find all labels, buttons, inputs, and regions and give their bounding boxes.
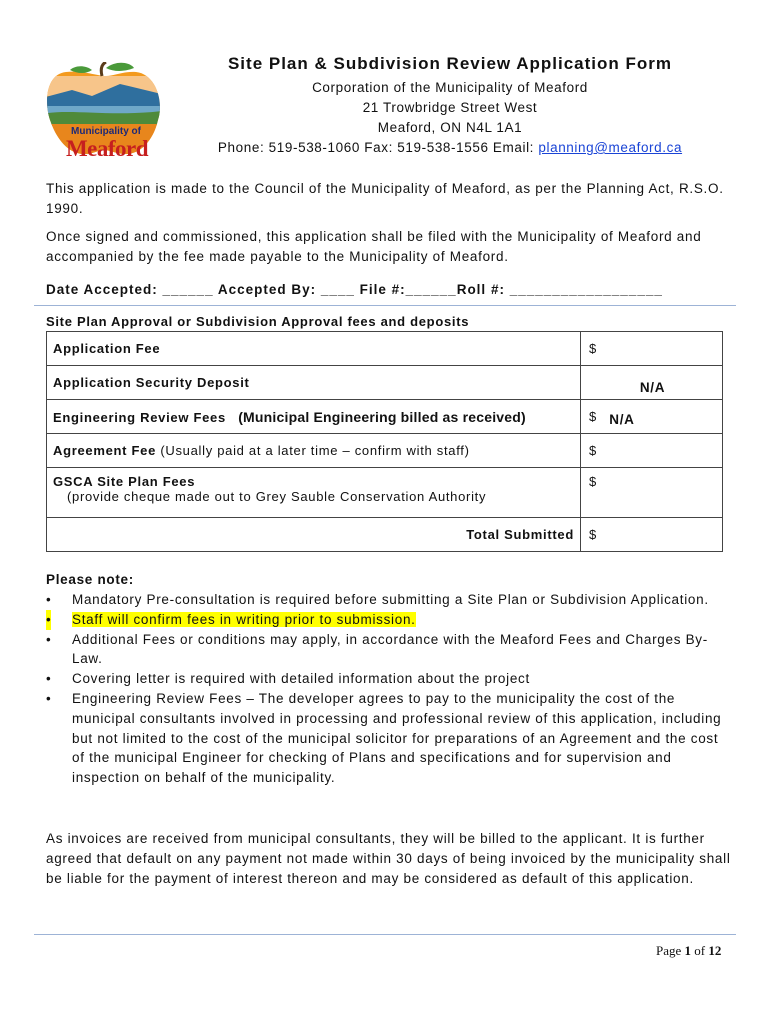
footer-divider xyxy=(34,934,736,935)
list-item xyxy=(46,669,726,689)
office-use-line: Date Accepted: ______ Accepted By: ____ File #:______Roll #: __________________ xyxy=(46,282,663,297)
fee-label: GSCA Site Plan Fees xyxy=(53,474,196,489)
dollar-sign: $ xyxy=(589,527,597,542)
note-text-highlighted: Staff will confirm fees in writing prior to submission. xyxy=(72,611,416,627)
table-row xyxy=(47,518,723,552)
amount-cell[interactable] xyxy=(581,332,723,366)
meaford-logo xyxy=(42,62,170,164)
org-city: Meaford, ON N4L 1A1 xyxy=(377,120,523,135)
closing-paragraph: As invoices are received from municipal consultants, they will be billed to the applicant. It is further agreed that default on any payment not made within 30 days of being invoiced by the municipality shall be liable for the payment of interest thereon and may be considered as default of this application. xyxy=(46,831,731,886)
page-current: 1 xyxy=(684,943,692,958)
fee-label: Engineering Review Fees xyxy=(53,409,226,425)
list-item xyxy=(46,590,726,610)
table-row xyxy=(47,366,723,400)
na-value: N/A xyxy=(609,412,635,427)
dollar-sign: $ xyxy=(589,443,597,458)
fee-label-cell xyxy=(47,400,581,434)
amount-cell[interactable] xyxy=(581,434,723,468)
list-item xyxy=(46,689,726,788)
notes-heading: Please note: xyxy=(46,572,134,587)
na-value: N/A xyxy=(639,380,666,395)
bullet: • xyxy=(46,631,52,647)
fees-table xyxy=(46,331,723,552)
fee-note: (Municipal Engineering billed as received) xyxy=(238,408,526,425)
bullet: • xyxy=(46,671,52,687)
fee-label: Application Security Deposit xyxy=(47,366,581,400)
bullet: • xyxy=(46,592,52,607)
total-amount-cell[interactable] xyxy=(581,518,723,552)
table-row xyxy=(47,332,723,366)
form-title: Site Plan & Subdivision Review Application Form xyxy=(227,54,673,73)
dollar-sign: $ xyxy=(589,409,597,424)
logo-name: Meaford xyxy=(65,136,149,161)
bullet: • xyxy=(46,690,52,706)
table-row xyxy=(47,434,723,468)
org-contact xyxy=(175,140,725,155)
of-word: of xyxy=(694,943,706,958)
fee-note: (Usually paid at a later time – confirm with staff) xyxy=(160,443,470,458)
section-divider xyxy=(34,305,736,306)
fee-label: Agreement Fee xyxy=(53,443,157,458)
fees-heading: Site Plan Approval or Subdivision Approval fees and deposits xyxy=(46,314,470,329)
note-text: Additional Fees or conditions may apply, in accordance with the Meaford Fees and Charges By-Law. xyxy=(72,631,708,667)
dollar-sign: $ xyxy=(589,474,597,489)
page-word: Page xyxy=(656,943,682,958)
page-total: 12 xyxy=(708,943,722,958)
logo-subtitle: Municipality of xyxy=(71,126,141,137)
fee-label-cell xyxy=(47,468,581,518)
amount-cell[interactable] xyxy=(581,468,723,518)
list-item xyxy=(46,610,726,630)
page-number xyxy=(656,943,721,959)
notes-list xyxy=(46,590,726,788)
org-street: 21 Trowbridge Street West xyxy=(362,100,538,115)
amount-cell[interactable] xyxy=(581,400,723,434)
dollar-sign: $ xyxy=(589,341,597,356)
note-text: Covering letter is required with detailed information about the project xyxy=(72,671,530,687)
total-label: Total Submitted xyxy=(47,518,581,552)
note-text: Engineering Review Fees – The developer agrees to pay to the municipality the cost of the municipal consultants involved in processing and professional review of this application, including but not limited to the cost of the municipal solicitor for preparations of an Agreement and the cost of the municipal Engineer for checking of Plans and specifications and for supervision and inspection on behalf of the municipality. xyxy=(72,690,722,786)
table-row xyxy=(47,400,723,434)
fee-note: (provide cheque made out to Grey Sauble Conservation Authority xyxy=(67,489,487,504)
intro-paragraph-2: Once signed and commissioned, this application shall be filed with the Municipality of Meaford and accompanied by the fee made payable to the Municipality of Meaford. xyxy=(46,229,702,264)
note-text: Mandatory Pre-consultation is required before submitting a Site Plan or Subdivision Application. xyxy=(72,592,709,607)
fee-label-cell xyxy=(47,434,581,468)
bullet: • xyxy=(46,610,51,630)
email-link[interactable]: planning@meaford.ca xyxy=(538,140,683,155)
contact-text: Phone: 519-538-1060 Fax: 519-538-1556 Email: xyxy=(217,140,539,155)
list-item xyxy=(46,630,726,670)
table-row xyxy=(47,468,723,518)
intro-paragraph-1: This application is made to the Council of the Municipality of Meaford, as per the Planning Act, R.S.O. 1990. xyxy=(46,181,724,216)
fee-label: Application Fee xyxy=(47,332,581,366)
amount-cell[interactable] xyxy=(581,366,723,400)
org-name: Corporation of the Municipality of Meaford xyxy=(312,80,588,95)
